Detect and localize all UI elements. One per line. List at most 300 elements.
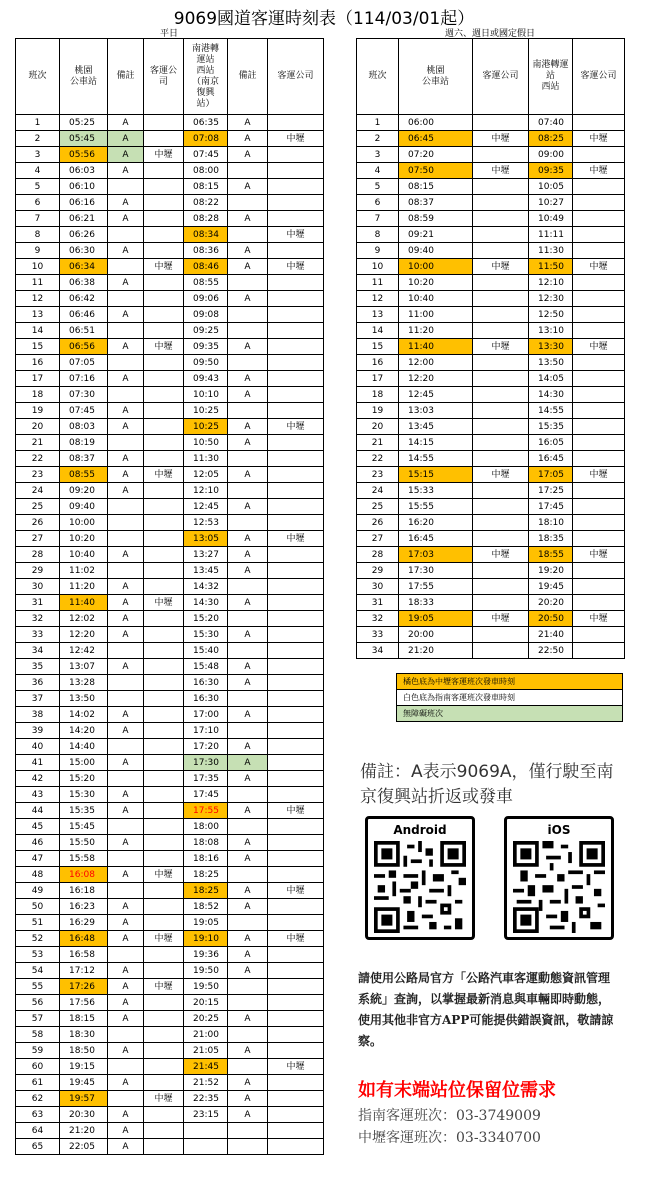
weekday-cell: 08:15 (184, 179, 228, 195)
page-title: 9069國道客運時刻表（114/03/01起） (173, 9, 475, 29)
weekday-cell (228, 579, 268, 595)
weekend-row (357, 611, 625, 627)
weekday-cell: A (108, 419, 144, 435)
weekend-cell: 08:37 (399, 195, 473, 211)
weekend-cell: 11:11 (529, 227, 573, 243)
weekday-cell: A (228, 563, 268, 579)
weekday-cell: 64 (16, 1123, 60, 1139)
weekday-cell: 16:08 (60, 867, 108, 883)
weekend-cell: 12:00 (399, 355, 473, 371)
weekend-cell (573, 179, 625, 195)
weekday-cell: A (228, 803, 268, 819)
weekday-cell: 05:56 (60, 147, 108, 163)
weekday-cell: 21:20 (60, 1123, 108, 1139)
weekday-cell (144, 275, 184, 291)
weekday-cell: 6 (16, 195, 60, 211)
weekend-cell: 19:45 (529, 579, 573, 595)
weekday-row (16, 1107, 324, 1123)
weekend-cell: 14:55 (529, 403, 573, 419)
weekday-cell: A (228, 339, 268, 355)
weekday-cell: 06:21 (60, 211, 108, 227)
weekend-cell: 14:30 (529, 387, 573, 403)
weekday-row (16, 307, 324, 323)
weekend-cell: 中壢 (473, 259, 529, 275)
weekday-cell: 21:00 (184, 1027, 228, 1043)
weekday-cell: 10:10 (184, 387, 228, 403)
weekday-cell (108, 643, 144, 659)
weekday-cell: 18:08 (184, 835, 228, 851)
weekday-row (16, 803, 324, 819)
weekday-cell: A (108, 483, 144, 499)
weekend-cell: 中壢 (573, 163, 625, 179)
weekday-cell: A (108, 915, 144, 931)
weekday-row (16, 179, 324, 195)
weekday-cell (144, 707, 184, 723)
weekday-cell: 15:20 (60, 771, 108, 787)
weekday-row (16, 1123, 324, 1139)
weekday-cell (228, 323, 268, 339)
weekday-caption: 平日 (159, 29, 178, 39)
weekday-cell (268, 467, 324, 483)
weekend-cell: 28 (357, 547, 399, 563)
weekday-cell: 34 (16, 643, 60, 659)
weekend-cell: 18 (357, 387, 399, 403)
weekend-row (357, 291, 625, 307)
weekend-row (357, 531, 625, 547)
weekday-row (16, 403, 324, 419)
weekend-cell: 12:45 (399, 387, 473, 403)
weekday-cell: 06:26 (60, 227, 108, 243)
weekday-cell (144, 819, 184, 835)
weekday-cell: A (228, 627, 268, 643)
weekday-cell: 17:56 (60, 995, 108, 1011)
weekday-cell: A (228, 851, 268, 867)
weekday-cell: 11:40 (60, 595, 108, 611)
weekday-cell (228, 867, 268, 883)
weekend-row (357, 579, 625, 595)
weekday-row (16, 371, 324, 387)
weekday-cell (144, 963, 184, 979)
weekday-cell (268, 195, 324, 211)
weekday-cell (144, 355, 184, 371)
weekend-cell (473, 307, 529, 323)
weekend-cell: 17 (357, 371, 399, 387)
weekend-row (357, 259, 625, 275)
legend-row (397, 706, 623, 722)
weekday-cell (108, 851, 144, 867)
weekday-cell: 30 (16, 579, 60, 595)
weekday-cell (228, 163, 268, 179)
weekday-cell: 15:40 (184, 643, 228, 659)
weekend-cell (573, 451, 625, 467)
weekday-cell: 09:20 (60, 483, 108, 499)
weekday-cell: 23 (16, 467, 60, 483)
weekday-cell (144, 1107, 184, 1123)
weekend-row (357, 595, 625, 611)
color-legend (396, 673, 623, 722)
weekend-row (357, 627, 625, 643)
weekend-cell (473, 355, 529, 371)
weekday-cell (144, 1059, 184, 1075)
weekday-cell: A (228, 1075, 268, 1091)
weekday-cell: 19:45 (60, 1075, 108, 1091)
weekend-cell: 7 (357, 211, 399, 227)
weekend-row (357, 371, 625, 387)
weekday-row (16, 579, 324, 595)
weekday-cell (108, 531, 144, 547)
weekday-cell (144, 371, 184, 387)
weekday-cell: 08:55 (60, 467, 108, 483)
weekday-cell: 46 (16, 835, 60, 851)
weekend-cell: 中壢 (573, 547, 625, 563)
weekday-cell: 08:28 (184, 211, 228, 227)
weekday-cell (268, 1011, 324, 1027)
weekend-cell: 18:35 (529, 531, 573, 547)
weekend-row (357, 483, 625, 499)
weekday-cell: 22:05 (60, 1139, 108, 1155)
weekday-cell: 08:36 (184, 243, 228, 259)
weekday-row (16, 227, 324, 243)
weekday-cell: 12:10 (184, 483, 228, 499)
weekday-cell: 12:20 (60, 627, 108, 643)
weekday-cell: 14:02 (60, 707, 108, 723)
weekend-cell: 15 (357, 339, 399, 355)
weekend-header-row (357, 39, 625, 115)
weekday-cell: 09:50 (184, 355, 228, 371)
weekend-row (357, 323, 625, 339)
weekend-header-cell: 班次 (357, 39, 399, 115)
weekday-cell (268, 243, 324, 259)
weekend-cell: 15:35 (529, 419, 573, 435)
weekend-cell: 中壢 (473, 611, 529, 627)
weekday-cell: 14:30 (184, 595, 228, 611)
weekend-cell: 08:25 (529, 131, 573, 147)
weekday-cell: 15:48 (184, 659, 228, 675)
weekend-cell: 15:15 (399, 467, 473, 483)
weekday-cell: 40 (16, 739, 60, 755)
weekday-cell (144, 851, 184, 867)
route-note: 備註：A表示9069A，僅行駛至南京復興站折返或發車 (360, 762, 614, 807)
weekend-cell: 32 (357, 611, 399, 627)
weekday-cell: 25 (16, 499, 60, 515)
weekday-cell (108, 355, 144, 371)
weekend-cell: 11:30 (529, 243, 573, 259)
weekend-row (357, 499, 625, 515)
weekend-row (357, 451, 625, 467)
weekday-cell: 44 (16, 803, 60, 819)
weekday-cell (144, 515, 184, 531)
weekend-row (357, 211, 625, 227)
weekday-cell: A (108, 451, 144, 467)
weekday-row (16, 259, 324, 275)
weekday-cell: 12:45 (184, 499, 228, 515)
weekday-cell (144, 1027, 184, 1043)
weekday-cell (228, 403, 268, 419)
weekday-cell (268, 499, 324, 515)
weekday-cell: A (108, 163, 144, 179)
weekday-cell: A (108, 467, 144, 483)
weekday-row (16, 131, 324, 147)
weekday-cell: A (228, 291, 268, 307)
weekday-cell (268, 1123, 324, 1139)
weekday-row (16, 499, 324, 515)
weekend-cell: 16:45 (529, 451, 573, 467)
weekday-cell: A (108, 867, 144, 883)
weekend-cell (573, 227, 625, 243)
weekday-cell: 11:02 (60, 563, 108, 579)
weekday-cell: 4 (16, 163, 60, 179)
legend-row (397, 690, 623, 706)
weekday-cell: A (108, 579, 144, 595)
weekend-cell: 12:50 (529, 307, 573, 323)
weekday-cell: 07:05 (60, 355, 108, 371)
weekday-cell: 19:10 (184, 931, 228, 947)
weekday-row (16, 771, 324, 787)
weekday-cell: 06:38 (60, 275, 108, 291)
weekday-cell: A (228, 963, 268, 979)
weekday-cell: A (108, 147, 144, 163)
weekday-cell: 3 (16, 147, 60, 163)
weekend-cell (473, 211, 529, 227)
weekday-row (16, 1043, 324, 1059)
weekday-cell: 13:07 (60, 659, 108, 675)
weekday-row (16, 291, 324, 307)
weekend-cell (473, 371, 529, 387)
ios-qr-code-icon[interactable] (513, 841, 605, 933)
weekday-cell: A (108, 899, 144, 915)
weekday-row (16, 1139, 324, 1155)
weekday-row (16, 835, 324, 851)
weekday-cell: A (108, 195, 144, 211)
weekend-cell (473, 419, 529, 435)
weekend-cell: 18:55 (529, 547, 573, 563)
weekend-cell: 11:50 (529, 259, 573, 275)
weekend-cell: 10:00 (399, 259, 473, 275)
weekday-cell: 09:06 (184, 291, 228, 307)
weekday-cell: 10 (16, 259, 60, 275)
weekend-cell: 11:20 (399, 323, 473, 339)
android-qr-code-icon[interactable] (374, 841, 466, 933)
weekend-cell: 20:20 (529, 595, 573, 611)
weekday-cell: 09:43 (184, 371, 228, 387)
weekend-cell (573, 307, 625, 323)
weekday-cell: A (108, 755, 144, 771)
weekday-row (16, 723, 324, 739)
weekday-cell: 06:34 (60, 259, 108, 275)
weekday-header-cell: 班次 (16, 39, 60, 115)
weekday-cell: A (108, 115, 144, 131)
weekday-cell (144, 883, 184, 899)
weekday-cell: 60 (16, 1059, 60, 1075)
weekend-cell: 14:05 (529, 371, 573, 387)
weekend-cell (573, 531, 625, 547)
weekend-cell: 17:45 (529, 499, 573, 515)
weekday-cell: 65 (16, 1139, 60, 1155)
weekday-cell: 17:45 (184, 787, 228, 803)
weekday-cell (108, 1027, 144, 1043)
weekday-cell: A (108, 243, 144, 259)
weekend-cell (473, 483, 529, 499)
weekday-cell: 中壢 (144, 147, 184, 163)
weekday-cell (268, 1139, 324, 1155)
weekday-cell: 07:30 (60, 387, 108, 403)
weekday-cell: 55 (16, 979, 60, 995)
weekday-cell (108, 883, 144, 899)
weekend-cell: 22:50 (529, 643, 573, 659)
weekday-cell: A (108, 723, 144, 739)
weekday-cell (144, 211, 184, 227)
weekend-cell (573, 195, 625, 211)
weekday-cell: 16:30 (184, 691, 228, 707)
weekday-cell: A (228, 131, 268, 147)
weekday-cell: 18:00 (184, 819, 228, 835)
weekday-cell: 05:45 (60, 131, 108, 147)
weekday-cell: 中壢 (144, 339, 184, 355)
weekday-cell (144, 499, 184, 515)
weekday-cell (268, 899, 324, 915)
weekend-row (357, 435, 625, 451)
weekday-cell (228, 1059, 268, 1075)
weekend-cell (573, 483, 625, 499)
weekday-cell (144, 723, 184, 739)
weekday-cell: 18:50 (60, 1043, 108, 1059)
weekend-cell (573, 291, 625, 307)
weekday-cell (268, 851, 324, 867)
weekday-cell: 中壢 (268, 531, 324, 547)
weekend-row (357, 339, 625, 355)
weekend-cell: 19:05 (399, 611, 473, 627)
weekday-cell: 14:32 (184, 579, 228, 595)
weekend-cell: 16:05 (529, 435, 573, 451)
weekday-cell: 06:35 (184, 115, 228, 131)
weekend-caption: 週六、週日或國定假日 (444, 29, 535, 39)
weekday-cell (268, 611, 324, 627)
weekday-cell (268, 323, 324, 339)
weekend-cell: 22 (357, 451, 399, 467)
weekday-cell: A (108, 1123, 144, 1139)
weekday-cell: 中壢 (144, 595, 184, 611)
weekend-cell: 13:45 (399, 419, 473, 435)
weekday-cell: 19:36 (184, 947, 228, 963)
weekday-cell: 9 (16, 243, 60, 259)
weekend-row (357, 467, 625, 483)
weekend-header-cell: 南港轉運 站 西站 (529, 39, 573, 115)
weekday-cell: A (228, 771, 268, 787)
weekday-cell (108, 691, 144, 707)
weekday-cell: 17:26 (60, 979, 108, 995)
weekday-cell: 49 (16, 883, 60, 899)
weekday-cell: 16 (16, 355, 60, 371)
weekday-cell: 18:52 (184, 899, 228, 915)
weekday-header-row (16, 39, 324, 115)
weekday-cell: 29 (16, 563, 60, 579)
weekend-cell: 17:55 (399, 579, 473, 595)
weekday-cell: 10:25 (184, 419, 228, 435)
weekday-cell (228, 195, 268, 211)
weekday-cell (184, 1123, 228, 1139)
ios-label: iOS (547, 823, 571, 837)
weekend-cell (573, 579, 625, 595)
weekday-header-cell: 客運公司 (144, 39, 184, 115)
weekday-cell: 17:20 (184, 739, 228, 755)
weekday-cell: 59 (16, 1043, 60, 1059)
weekday-cell (144, 787, 184, 803)
weekend-cell: 07:40 (529, 115, 573, 131)
weekend-cell: 10:49 (529, 211, 573, 227)
weekend-row (357, 275, 625, 291)
weekday-cell: 06:42 (60, 291, 108, 307)
weekend-cell: 11:00 (399, 307, 473, 323)
weekday-cell (144, 947, 184, 963)
android-qr-card[interactable] (365, 816, 475, 940)
weekday-cell: 10:50 (184, 435, 228, 451)
weekday-cell (144, 323, 184, 339)
weekend-cell (473, 179, 529, 195)
weekday-cell: 41 (16, 755, 60, 771)
weekday-cell (268, 339, 324, 355)
weekend-cell (473, 595, 529, 611)
weekend-header-cell: 桃園 公車站 (399, 39, 473, 115)
weekday-cell: 08:46 (184, 259, 228, 275)
weekday-cell: 43 (16, 787, 60, 803)
weekday-cell (268, 963, 324, 979)
weekday-cell: 39 (16, 723, 60, 739)
weekday-cell: A (228, 1043, 268, 1059)
weekday-cell (228, 979, 268, 995)
weekday-header-cell: 客運公司 (268, 39, 324, 115)
weekday-cell (144, 643, 184, 659)
weekday-cell: 22:35 (184, 1091, 228, 1107)
weekday-row (16, 211, 324, 227)
weekday-row (16, 467, 324, 483)
weekday-cell: 06:51 (60, 323, 108, 339)
weekend-cell (473, 147, 529, 163)
weekday-cell (144, 419, 184, 435)
weekday-cell (144, 435, 184, 451)
weekday-cell: 08:22 (184, 195, 228, 211)
weekday-cell (228, 483, 268, 499)
weekday-row (16, 1027, 324, 1043)
weekday-cell: 18 (16, 387, 60, 403)
weekday-cell: 12:05 (184, 467, 228, 483)
weekday-row (16, 979, 324, 995)
weekday-cell: 51 (16, 915, 60, 931)
weekday-cell (144, 915, 184, 931)
weekday-row (16, 355, 324, 371)
weekday-cell: 08:55 (184, 275, 228, 291)
weekend-cell: 2 (357, 131, 399, 147)
weekday-header-cell: 南港轉 運站 西站 （南京 復興 站） (184, 39, 228, 115)
weekday-row (16, 435, 324, 451)
weekday-cell: 33 (16, 627, 60, 643)
weekday-cell: A (228, 259, 268, 275)
weekday-cell: A (228, 371, 268, 387)
weekday-cell (228, 915, 268, 931)
weekend-cell: 3 (357, 147, 399, 163)
weekend-cell (573, 643, 625, 659)
weekday-cell: 47 (16, 851, 60, 867)
ios-qr-card[interactable] (504, 816, 614, 940)
weekday-cell: A (228, 835, 268, 851)
weekend-cell: 13:10 (529, 323, 573, 339)
weekday-row (16, 883, 324, 899)
weekday-cell: A (108, 339, 144, 355)
weekday-cell (268, 947, 324, 963)
weekday-cell (108, 291, 144, 307)
weekday-cell: 16:29 (60, 915, 108, 931)
weekend-cell (473, 115, 529, 131)
weekend-cell: 07:50 (399, 163, 473, 179)
